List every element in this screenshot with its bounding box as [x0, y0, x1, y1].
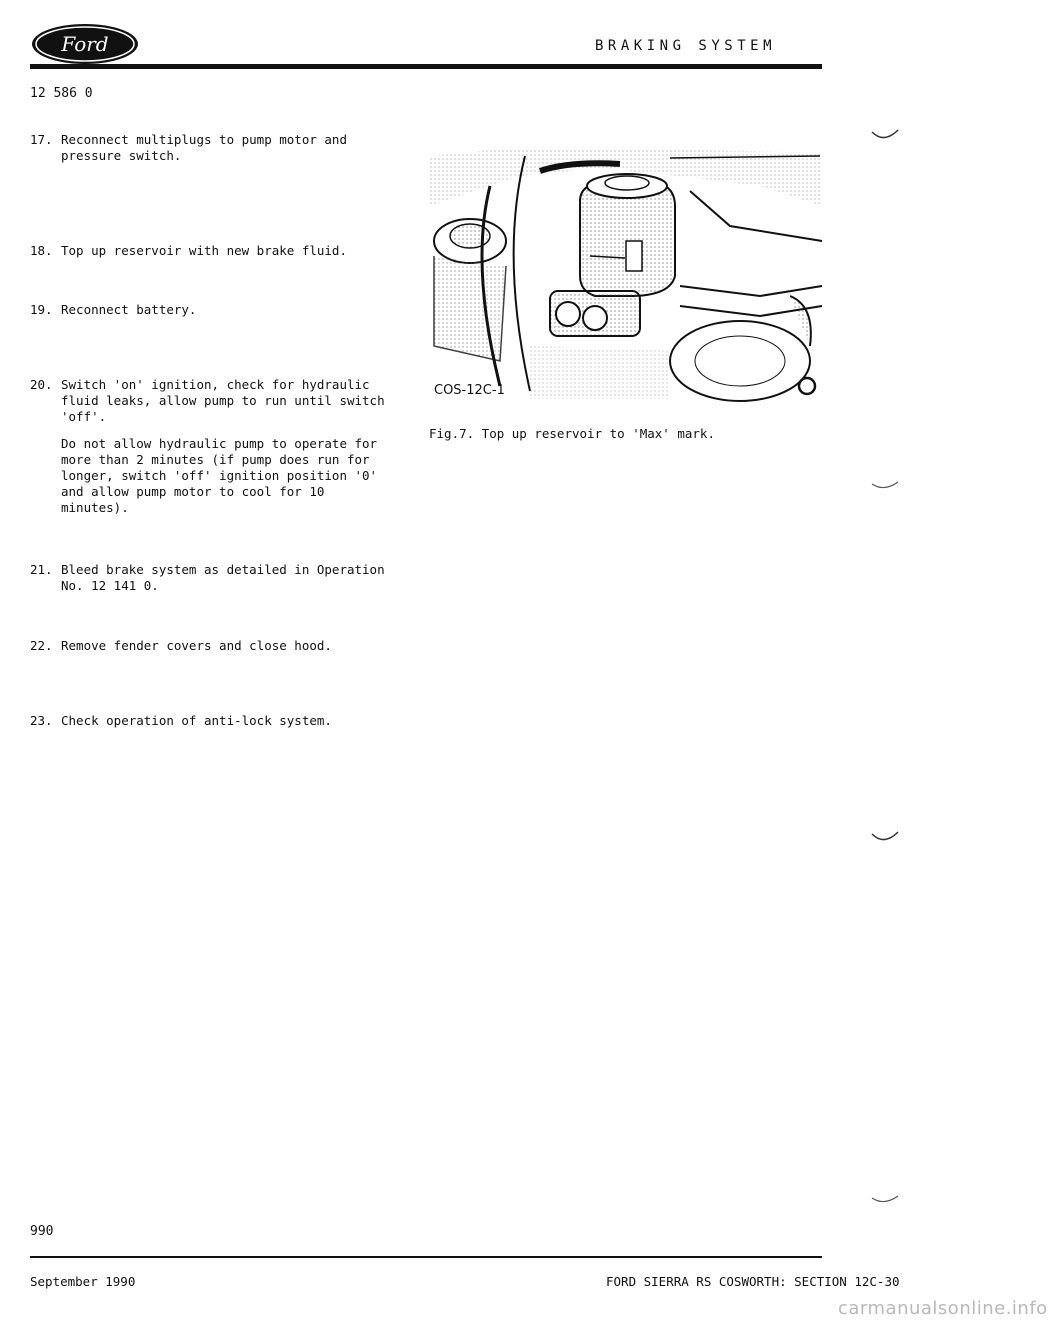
margin-tick-mark — [870, 128, 900, 144]
step-number: 21. — [30, 562, 53, 577]
step-21 — [30, 562, 390, 594]
footer-rule — [30, 1256, 822, 1258]
page-number: 990 — [30, 1224, 54, 1239]
margin-tick-mark — [870, 830, 900, 846]
footer-section: FORD SIERRA RS COSWORTH: SECTION 12C-30 — [606, 1274, 900, 1289]
step-number: 22. — [30, 638, 53, 653]
step-number: 19. — [30, 302, 53, 317]
margin-tick-mark — [870, 1192, 900, 1208]
step-number: 23. — [30, 713, 53, 728]
figure-engine-bay — [430, 146, 822, 399]
step-20 — [30, 377, 390, 425]
figure-code: COS-12C-1 — [434, 383, 505, 398]
figure-caption: Fig.7. Top up reservoir to 'Max' mark. — [429, 426, 715, 441]
step-text: Reconnect multiplugs to pump motor and pressure switch. — [61, 132, 347, 163]
logo-text: Ford — [61, 32, 109, 56]
step-number: 17. — [30, 132, 53, 147]
margin-tick-mark — [870, 478, 900, 494]
operation-number: 12 586 0 — [30, 86, 93, 101]
section-title: BRAKING SYSTEM — [595, 38, 777, 54]
step-text: Do not allow hydraulic pump to operate for more than 2 minutes (if pump does run for longer, switch 'off' ignition position '0' and allow pump motor to cool for 10 minutes). — [61, 436, 378, 515]
step-text: Switch 'on' ignition, check for hydraulic fluid leaks, allow pump to run until switch 'off'. — [61, 377, 385, 424]
ford-logo — [30, 22, 140, 66]
step-17 — [30, 132, 390, 164]
step-20-note — [30, 436, 390, 516]
step-text: Remove fender covers and close hood. — [61, 638, 332, 653]
footer-date: September 1990 — [30, 1274, 136, 1289]
step-text: Reconnect battery. — [61, 302, 197, 317]
step-number: 20. — [30, 377, 53, 392]
step-18 — [30, 243, 390, 259]
step-23 — [30, 713, 390, 729]
step-text: Check operation of anti-lock system. — [61, 713, 332, 728]
watermark: carmanualsonline.info — [838, 1298, 1048, 1319]
step-text: Bleed brake system as detailed in Operation No. 12 141 0. — [61, 562, 385, 593]
header-rule — [30, 64, 822, 69]
step-19 — [30, 302, 390, 318]
step-text: Top up reservoir with new brake fluid. — [61, 243, 347, 258]
step-22 — [30, 638, 390, 654]
step-number: 18. — [30, 243, 53, 258]
